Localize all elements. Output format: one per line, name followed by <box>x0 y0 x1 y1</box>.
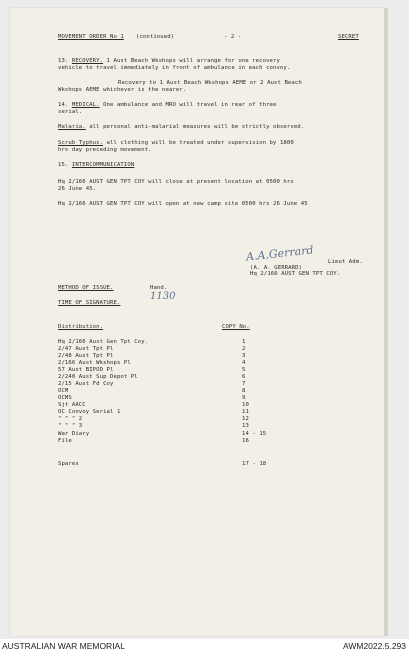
list-item: File 16 <box>58 438 249 444</box>
method-of-issue-value: Hand. <box>150 285 168 291</box>
list-item: Spares 17 - 18 <box>58 461 267 467</box>
para-line: vehicle to travel immediately in front of ambulance in each convoy. <box>58 65 291 71</box>
footer-accession-number: AWM2022.5.293 <box>343 641 406 651</box>
handwritten-signature: A.A.Gerrard <box>245 243 315 264</box>
signatory-rank: Lieut Adm. <box>328 259 363 265</box>
list-item: 2/166 Aust Wkshops Pl 4 <box>58 360 246 366</box>
para-line: Hq 2/166 AUST GEN TPT COY will close at present location at 0500 hrs <box>58 179 294 185</box>
list-item <box>10 445 384 452</box>
list-item: 2/240 Aust Sup Depot Pl 6 <box>58 374 246 380</box>
para-line: Recovery to 1 Aust Beach Wkshops AEME or 2 Aust Beach <box>118 80 302 86</box>
para-line: Hq 2/166 AUST GEN TPT COY will open at new camp site 0500 hrs 26 June 45 <box>58 201 308 207</box>
distribution-heading: Distribution. <box>58 324 104 330</box>
method-of-issue-label: METHOD OF ISSUE. <box>58 285 114 291</box>
secret-label: SECRET <box>338 34 359 40</box>
list-item: 2/48 Aust Tpt Pl 3 <box>58 353 246 359</box>
list-item: 2/15 Aust Fd Coy 7 <box>58 381 246 387</box>
para-line: Malaria. all personal anti-malarial measures will be strictly observed. <box>58 124 305 130</box>
list-item: War Diary 14 - 15 <box>58 431 267 437</box>
para-line: 14. MEDICAL. One ambulance and MRO will travel in rear of three <box>58 102 277 108</box>
page-edge <box>384 8 388 636</box>
list-item: 57 Aust BIPOD Pl 5 <box>58 367 246 373</box>
para-line: 15. INTERCOMMUNICATION <box>58 162 135 168</box>
list-item: " " " 2 12 <box>58 416 249 422</box>
para-line: 26 June 45. <box>58 186 97 192</box>
list-item: Sjt AACC 10 <box>58 402 249 408</box>
continued-label: (continued) <box>136 34 175 40</box>
para-line: Scrub Typhus. all clothing will be treated under supervision by 1800 <box>58 140 294 146</box>
list-item: Hq 2/166 Aust Gen Tpt Coy. 1 <box>58 339 246 345</box>
para-line: serial. <box>58 109 83 115</box>
footer-credit: AUSTRALIAN WAR MEMORIAL <box>2 641 125 651</box>
copy-no-heading: COPY No. <box>222 324 250 330</box>
list-item: OC Convoy Serial 1 11 <box>58 409 249 415</box>
signatory-unit: Hq 2/166 AUST GEN TPT COY. <box>250 271 341 277</box>
list-item: " " " 3 13 <box>58 423 249 429</box>
list-item: OCMS 9 <box>58 395 246 401</box>
signatory-name: (A. A. GERRARD) <box>250 265 303 271</box>
movement-order-title: MOVEMENT ORDER No 1 <box>58 34 124 40</box>
para-line: Wkshops AEME whichever is the nearer. <box>58 87 187 93</box>
page-number: - 2 - <box>224 34 242 40</box>
footer-bar <box>0 639 409 653</box>
para-line: 13. RECOVERY. 1 Aust Beach Wkshops will arrange for one recovery <box>58 58 280 64</box>
list-item: 2/47 Aust Tpt Pl 2 <box>58 346 246 352</box>
time-of-signature-label: TIME OF SIGNATURE. <box>58 300 121 306</box>
para-line: hrs day preceding movement. <box>58 147 152 153</box>
list-item: OCM 8 <box>58 388 246 394</box>
time-of-signature-value: 1130 <box>150 291 176 302</box>
